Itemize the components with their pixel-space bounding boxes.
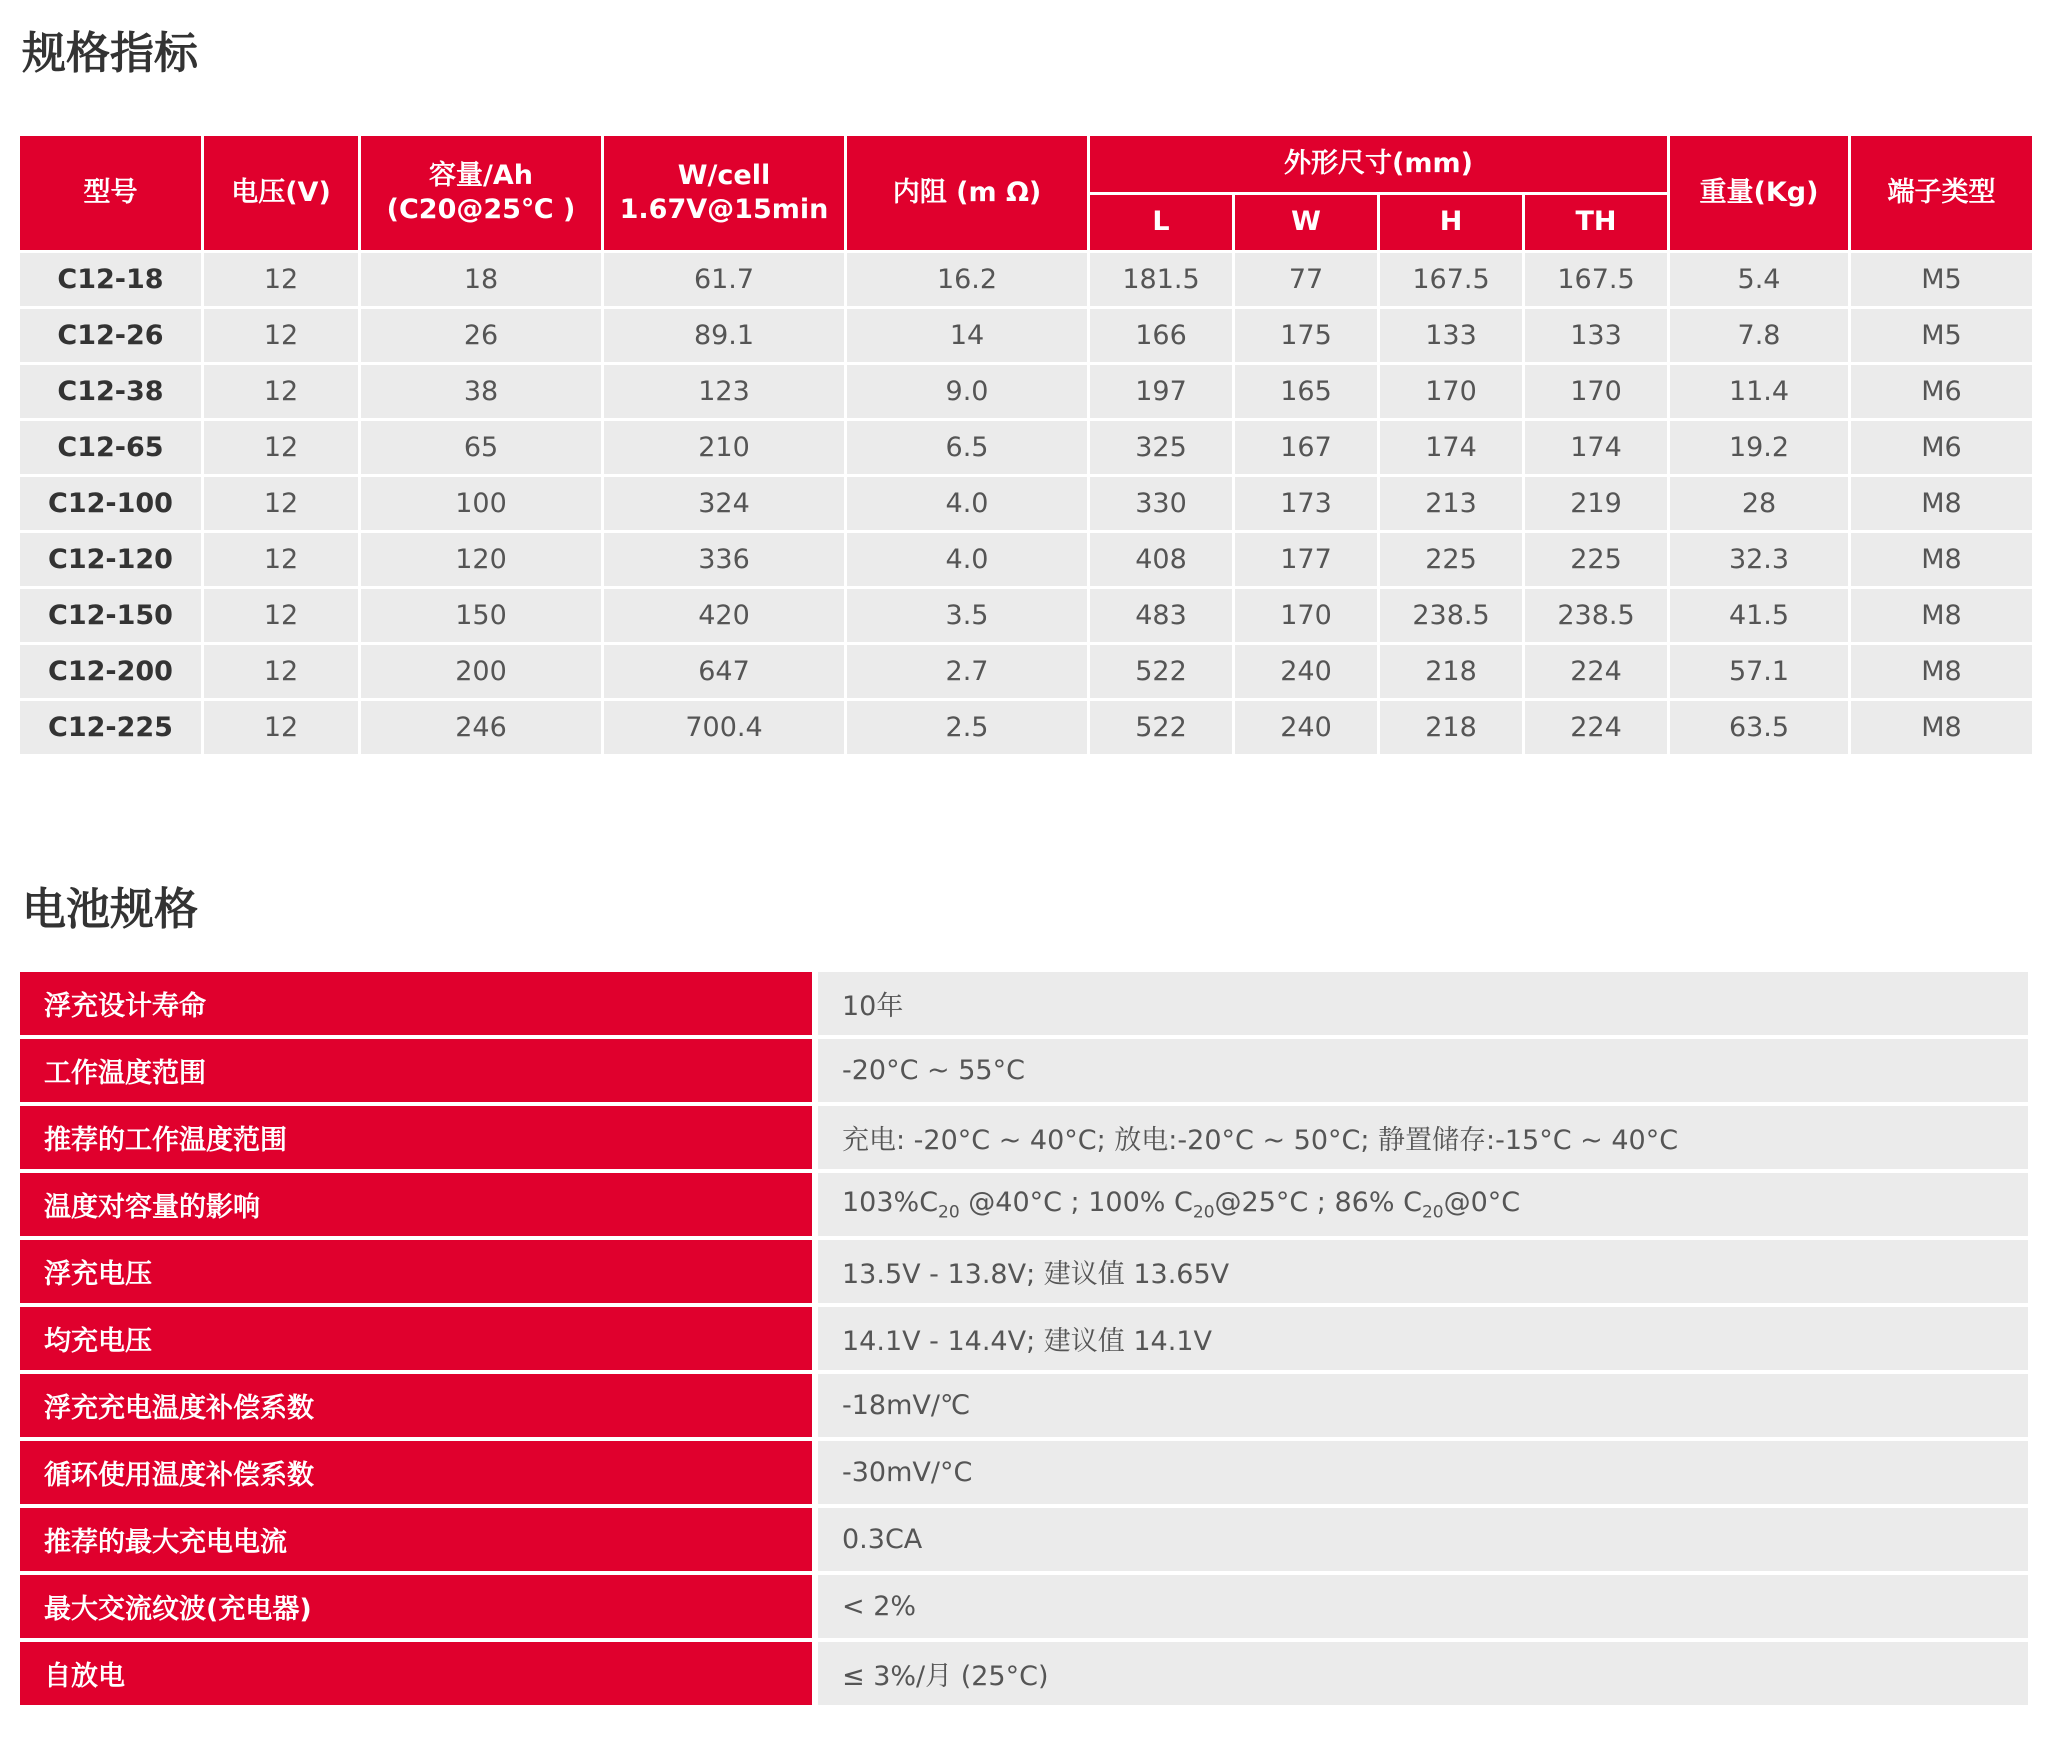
spec-value: 14.1V - 14.4V; 建议值 14.1V [818,1307,2028,1370]
cell-length: 197 [1090,365,1232,418]
spec-value: -30mV/°C [818,1441,2028,1504]
cell-model: C12-200 [20,645,201,698]
cell-voltage: 12 [204,309,358,362]
cell-wcell: 324 [604,477,844,530]
cell-total-height: 219 [1525,477,1667,530]
table-row [20,645,2032,698]
cell-length: 483 [1090,589,1232,642]
spec-label: 工作温度范围 [20,1039,818,1102]
cell-model: C12-225 [20,701,201,754]
cell-length: 330 [1090,477,1232,530]
spec-value: < 2% [818,1575,2028,1638]
cell-model: C12-65 [20,421,201,474]
cell-total-height: 225 [1525,533,1667,586]
list-item [20,1441,2028,1504]
cell-height: 174 [1380,421,1522,474]
cell-total-height: 224 [1525,645,1667,698]
cell-length: 325 [1090,421,1232,474]
cell-capacity: 18 [361,253,601,306]
cell-width: 240 [1235,701,1377,754]
cell-model: C12-100 [20,477,201,530]
cell-resistance: 3.5 [847,589,1087,642]
cell-capacity: 200 [361,645,601,698]
cell-height: 225 [1380,533,1522,586]
spec-label: 推荐的工作温度范围 [20,1106,818,1169]
cell-total-height: 174 [1525,421,1667,474]
list-item [20,972,2028,1035]
list-item [20,1173,2028,1236]
cell-height: 133 [1380,309,1522,362]
list-item [20,1374,2028,1437]
spec-label: 自放电 [20,1642,818,1705]
cell-voltage: 12 [204,477,358,530]
cell-length: 522 [1090,645,1232,698]
cell-capacity: 120 [361,533,601,586]
section-title-battery-specs: 电池规格 [22,884,198,935]
list-item [20,1307,2028,1370]
cell-wcell: 210 [604,421,844,474]
value-part: @25°C ; 86% C [1214,1186,1422,1218]
cell-terminal: M8 [1851,645,2032,698]
cell-model: C12-18 [20,253,201,306]
cell-length: 522 [1090,701,1232,754]
cell-weight: 32.3 [1670,533,1848,586]
cell-weight: 7.8 [1670,309,1848,362]
cell-capacity: 65 [361,421,601,474]
list-item [20,1240,2028,1303]
cell-terminal: M6 [1851,421,2032,474]
spec-value: -20°C ~ 55°C [818,1039,2028,1102]
spec-label: 浮充设计寿命 [20,972,818,1035]
subscript: 20 [1421,1202,1444,1223]
spec-value: 0.3CA [818,1508,2028,1571]
cell-total-height: 167.5 [1525,253,1667,306]
subscript: 20 [938,1202,960,1223]
cell-terminal: M8 [1851,589,2032,642]
table-row [20,589,2032,642]
spec-value: ≤ 3%/月 (25°C) [818,1642,2028,1705]
cell-terminal: M8 [1851,701,2032,754]
spec-value: 充电: -20°C ~ 40°C; 放电:-20°C ~ 50°C; 静置储存:-15°C ~ 40°C [818,1106,2028,1169]
cell-resistance: 6.5 [847,421,1087,474]
cell-height: 218 [1380,701,1522,754]
cell-weight: 11.4 [1670,365,1848,418]
cell-resistance: 14 [847,309,1087,362]
cell-weight: 5.4 [1670,253,1848,306]
header-weight: 重量(Kg) [1670,136,1848,250]
list-item [20,1508,2028,1571]
cell-capacity: 100 [361,477,601,530]
cell-capacity: 38 [361,365,601,418]
cell-length: 408 [1090,533,1232,586]
spec-label: 推荐的最大充电电流 [20,1508,818,1571]
list-item [20,1642,2028,1705]
table-row [20,421,2032,474]
cell-resistance: 2.7 [847,645,1087,698]
table-row [20,309,2032,362]
cell-capacity: 150 [361,589,601,642]
cell-resistance: 16.2 [847,253,1087,306]
cell-wcell: 336 [604,533,844,586]
cell-voltage: 12 [204,645,358,698]
spec-value: 13.5V - 13.8V; 建议值 13.65V [818,1240,2028,1303]
header-voltage: 电压(V) [204,136,358,250]
cell-voltage: 12 [204,533,358,586]
spec-value: -18mV/℃ [818,1374,2028,1437]
cell-weight: 28 [1670,477,1848,530]
table-row [20,365,2032,418]
spec-label: 循环使用温度补偿系数 [20,1441,818,1504]
cell-terminal: M8 [1851,533,2032,586]
list-item [20,1106,2028,1169]
cell-length: 166 [1090,309,1232,362]
battery-spec-table-body [20,972,2028,1705]
cell-wcell: 61.7 [604,253,844,306]
spec-label: 浮充充电温度补偿系数 [20,1374,818,1437]
cell-height: 218 [1380,645,1522,698]
cell-width: 240 [1235,645,1377,698]
header-capacity [361,136,601,250]
cell-resistance: 4.0 [847,477,1087,530]
cell-wcell: 700.4 [604,701,844,754]
header-terminal: 端子类型 [1851,136,2032,250]
cell-weight: 19.2 [1670,421,1848,474]
cell-width: 77 [1235,253,1377,306]
cell-width: 170 [1235,589,1377,642]
value-part: 103%C [842,1186,939,1218]
cell-weight: 63.5 [1670,701,1848,754]
subscript: 20 [1192,1202,1215,1223]
cell-terminal: M8 [1851,477,2032,530]
cell-voltage: 12 [204,701,358,754]
cell-model: C12-38 [20,365,201,418]
header-dim-L: L [1090,195,1232,251]
cell-wcell: 123 [604,365,844,418]
table-row [20,253,2032,306]
header-dim-H: H [1380,195,1522,251]
cell-width: 173 [1235,477,1377,530]
cell-width: 165 [1235,365,1377,418]
cell-voltage: 12 [204,365,358,418]
header-resistance: 内阻 (m Ω) [847,136,1087,250]
cell-model: C12-26 [20,309,201,362]
list-item [20,1039,2028,1102]
spec-table [17,133,2035,757]
cell-capacity: 26 [361,309,601,362]
spec-value: 10年 [818,972,2028,1035]
cell-voltage: 12 [204,421,358,474]
header-wcell-line2: 1.67V@15min [619,194,829,225]
cell-capacity: 246 [361,701,601,754]
spec-label: 温度对容量的影响 [20,1173,818,1236]
battery-spec-table [20,968,2028,1709]
cell-width: 177 [1235,533,1377,586]
section-title-specifications: 规格指标 [22,28,198,79]
table-row [20,701,2032,754]
cell-height: 170 [1380,365,1522,418]
header-dim-TH: TH [1525,195,1667,251]
cell-total-height: 170 [1525,365,1667,418]
cell-resistance: 2.5 [847,701,1087,754]
spec-label: 浮充电压 [20,1240,818,1303]
cell-length: 181.5 [1090,253,1232,306]
cell-width: 167 [1235,421,1377,474]
cell-voltage: 12 [204,253,358,306]
header-dim-W: W [1235,195,1377,251]
header-dimensions: 外形尺寸(mm) [1090,136,1667,192]
header-wcell-line1: W/cell [677,160,771,192]
cell-weight: 41.5 [1670,589,1848,642]
cell-wcell: 647 [604,645,844,698]
cell-resistance: 4.0 [847,533,1087,586]
table-row [20,477,2032,530]
header-wcell [604,136,844,250]
value-part: @0°C [1443,1186,1521,1218]
cell-height: 167.5 [1380,253,1522,306]
cell-terminal: M6 [1851,365,2032,418]
header-capacity-line2: (C20@25℃ ) [386,194,576,225]
cell-resistance: 9.0 [847,365,1087,418]
cell-height: 213 [1380,477,1522,530]
spec-table-body [20,253,2032,754]
cell-wcell: 89.1 [604,309,844,362]
spec-label: 均充电压 [20,1307,818,1370]
header-capacity-line1: 容量/Ah [429,160,533,192]
list-item [20,1575,2028,1638]
cell-total-height: 224 [1525,701,1667,754]
value-part: @40°C ; 100% C [959,1186,1193,1218]
header-model: 型号 [20,136,201,250]
cell-weight: 57.1 [1670,645,1848,698]
cell-total-height: 238.5 [1525,589,1667,642]
spec-label: 最大交流纹波(充电器) [20,1575,818,1638]
cell-model: C12-150 [20,589,201,642]
cell-width: 175 [1235,309,1377,362]
cell-wcell: 420 [604,589,844,642]
cell-model: C12-120 [20,533,201,586]
cell-height: 238.5 [1380,589,1522,642]
cell-total-height: 133 [1525,309,1667,362]
spec-value [818,1173,2028,1236]
cell-terminal: M5 [1851,309,2032,362]
cell-voltage: 12 [204,589,358,642]
table-row [20,533,2032,586]
cell-terminal: M5 [1851,253,2032,306]
